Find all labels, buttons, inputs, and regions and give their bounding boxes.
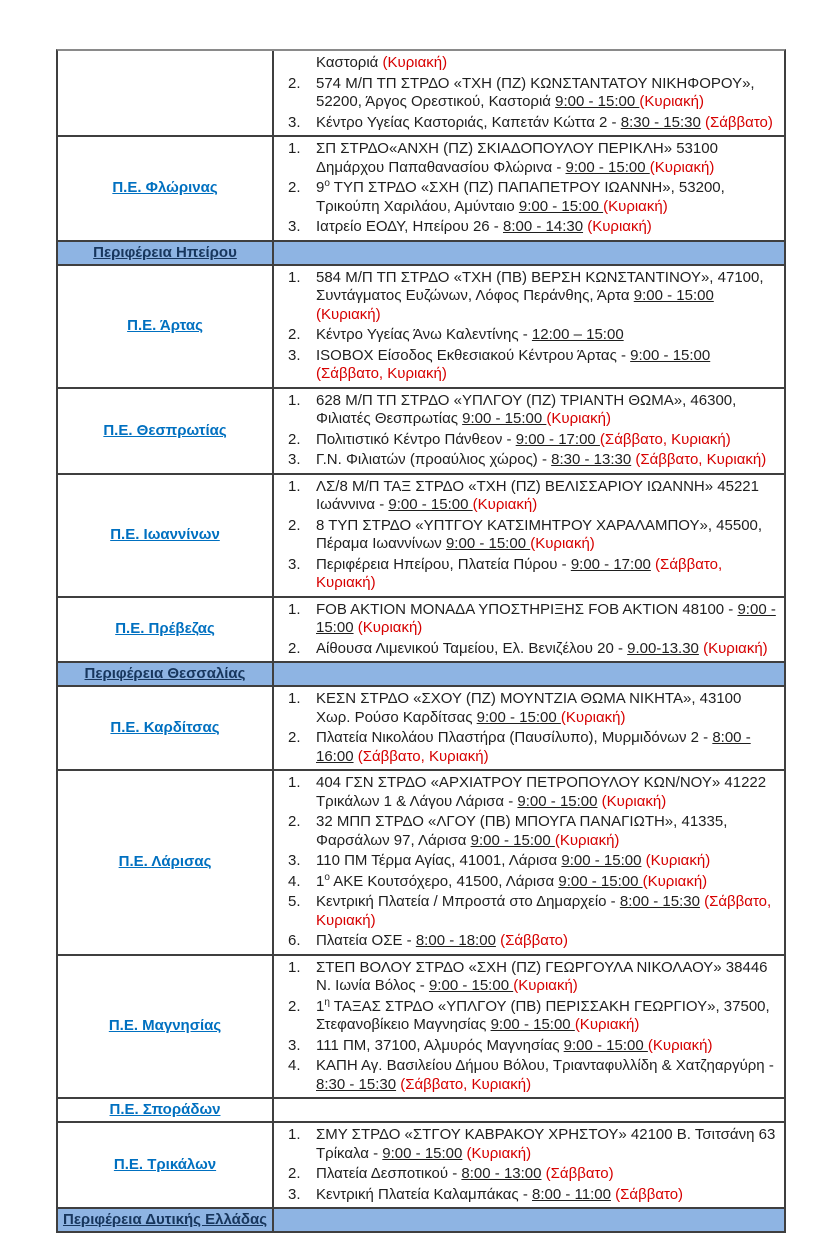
time-range: 8:00 - 11:00 [532,1185,611,1203]
time-range: 9:00 - 15:00 [630,346,711,364]
day-label: (Κυριακή) [574,1016,640,1033]
day-label: (Κυριακή) [560,708,626,726]
location-text: ΣΠ ΣΤΡΔΟ«ΑΝΧΗ (ΠΖ) ΣΚΙΑΔΟΠΟΥΛΟΥ ΠΕΡΙΚΛΗ» 53100 Δημάρχου Παπαθανασίου Φλώρινα - [316,140,718,176]
table-row [58,51,784,137]
day-label: (Κυριακή) [587,218,652,235]
table-row [58,956,784,1100]
list-item [288,556,778,593]
location-text: Πολιτιστικό Κέντρο Πάνθεον - [316,430,516,448]
table-row [58,475,784,598]
day-label: (Κυριακή) [647,1036,713,1054]
time-range: 8:30 - 13:30 [551,451,632,468]
regions-table [56,49,786,1233]
item-text [316,114,778,133]
list-item [288,1037,778,1056]
location-text: Αίθουσα Λιμενικού Ταμείου, Ελ. Βενιζέλου 20 - [316,639,628,657]
item-text [316,959,778,996]
section-header-link[interactable]: Περιφέρεια Δυτικής Ελλάδας [62,1211,267,1228]
item-number: 1. [288,268,301,286]
location-text: 9 [316,179,325,196]
time-range: 9:00 - 15:00 [462,410,547,427]
section-header-row [58,242,784,266]
time-range: 9:00 - 15:00 [565,158,650,176]
location-text: ΣΜΥ ΣΤΡΔΟ «ΣΤΓΟΥ ΚΑΒΡΑΚΟΥ ΧΡΗΣΤΟΥ» 42100 Β. Τσιτσάνη 63 Τρίκαλα - [316,1126,776,1162]
location-text: ΚΕΣΝ ΣΤΡΔΟ «ΣΧΟΥ (ΠΖ) ΜΟΥΝΤΖΙΑ ΘΩΜΑ ΝΙΚΗΤΑ», 43100 Χωρ. Ρούσο Καρδίτσας [316,690,742,726]
list-item [288,1057,778,1094]
region-cell [58,51,274,135]
item-number: 1. [288,477,301,495]
section-header-row [58,1209,784,1231]
location-text: η [324,996,330,1008]
region-cell [58,663,274,685]
section-header-link[interactable]: Περιφέρεια Ηπείρου [93,243,237,261]
time-range: 8:00 - 16:00 [316,729,751,765]
list-item [288,140,778,177]
item-number: 4. [288,1057,301,1074]
item-text [316,1037,778,1056]
locations-cell [274,687,784,769]
day-label: (Σάββατο, Κυριακή) [316,365,447,382]
item-text [316,601,778,638]
time-range: 9:00 - 15:00 [445,535,531,552]
day-label: (Κυριακή) [649,158,715,176]
list-item [288,326,778,345]
location-text: Περιφέρεια Ηπείρου, Πλατεία Πύρου - [316,555,571,573]
list-item [288,774,778,811]
locations-cell [274,956,784,1098]
time-range: 9:00 - 15:00 [388,496,473,513]
location-text: Πλατεία Νικολάου Πλαστήρα (Παυσίλυπο), Μυρμιδόνων 2 - [316,729,713,746]
item-number: 3. [288,555,301,573]
day-label: (Κυριακή) [554,831,620,849]
locations-cell [274,51,784,135]
location-text: ο [324,178,330,189]
day-label: (Κυριακή) [703,639,768,657]
item-number: 1. [288,958,301,976]
location-text: 1 [316,997,325,1015]
locations-cell [274,1099,784,1121]
region-cell [58,475,274,596]
location-text: Κέντρο Υγείας Άνω Καλεντίνης - [316,326,532,343]
item-text [316,1186,778,1205]
time-range: 8:00 - 15:30 [619,893,700,910]
time-range: 9:00 - 15:00 [563,1036,648,1054]
item-number: 1. [288,774,301,791]
time-range: 9:00 - 15:00 [316,600,776,636]
item-number: 2. [288,813,301,830]
item-number: 3. [288,1185,301,1203]
item-text [316,431,778,450]
item-number: 2. [288,326,301,343]
item-text [316,774,778,811]
region-link[interactable]: Π.Ε. Θεσπρωτίας [103,421,227,439]
region-cell [58,1209,274,1231]
location-text: Γ.Ν. Φιλιατών (προαύλιος χώρος) - [316,451,552,468]
locations-cell [274,771,784,954]
list-item [288,1186,778,1205]
location-text: ΤΥΠ ΣΤΡΔΟ «ΣΧΗ (ΠΖ) ΠΑΠΑΠΕΤΡΟΥ ΙΩΑΝΝΗ», 53200, Τρικούπη Χαριλάου, Αμύνταιο [316,179,725,215]
region-cell [58,242,274,264]
time-range: 9:00 - 15:00 [476,708,561,726]
section-header-link[interactable]: Περιφέρεια Θεσσαλίας [84,665,246,682]
list-item [288,690,778,727]
list-item [288,347,778,384]
location-text: Κεντρική Πλατεία Καλαμπάκας - [316,1185,532,1203]
list-item [288,932,778,951]
day-label: (Σάββατο) [545,1165,614,1182]
time-range: 9:00 - 15:00 [558,872,643,890]
item-number: 5. [288,893,301,910]
day-label: (Κυριακή) [639,93,704,110]
item-number: 1. [288,140,301,157]
region-cell [58,266,274,387]
time-range: 9.00-13.30 [627,639,699,657]
time-range: 8:30 - 15:30 [316,1075,397,1093]
item-text [316,179,778,216]
item-text [316,75,778,112]
item-text [316,998,778,1035]
location-text: Κεντρική Πλατεία / Μπροστά στο Δημαρχείο - [316,893,620,910]
time-range: 9:00 - 15:00 [633,287,714,304]
list-item [288,517,778,554]
region-cell [58,687,274,769]
item-text [316,451,778,470]
item-text [316,269,778,325]
time-range: 9:00 - 15:00 [518,197,604,215]
item-number: 2. [288,430,301,448]
list-item [288,54,778,73]
table-row [58,687,784,771]
list-item [288,1165,778,1184]
time-range: 8:30 - 15:30 [620,113,701,131]
location-text: 1 [316,872,325,890]
day-label: (Σάββατο, Κυριακή) [400,1075,532,1093]
item-text [316,852,778,871]
time-range: 8:00 - 18:00 [415,932,496,949]
region-cell [58,389,274,473]
item-number: 2. [288,729,301,746]
item-text [316,1057,778,1094]
day-label: (Σάββατο, Κυριακή) [316,893,772,929]
location-text: ο [324,871,330,883]
locations-cell [274,389,784,473]
day-label: (Κυριακή) [530,535,595,552]
day-label: (Κυριακή) [382,54,448,71]
day-label: (Κυριακή) [472,496,538,513]
location-text: Κέντρο Υγείας Καστοριάς, Καπετάν Κώττα 2 - [316,113,621,131]
section-header-row [58,663,784,687]
item-number: 1. [288,1126,301,1143]
locations-cell [274,1209,784,1231]
location-text: 32 ΜΠΠ ΣΤΡΔΟ «ΛΓΟΥ (ΠΒ) ΜΠΟΥΓΑ ΠΑΝΑΓΙΩΤΗ», 41335, Φαρσάλων 97, Λάρισα [316,813,728,849]
list-item [288,1126,778,1163]
location-text: 8 ΤΥΠ ΣΤΡΔΟ «ΥΠΤΓΟΥ ΚΑΤΣΙΜΗΤΡΟΥ ΧΑΡΑΛΑΜΠΟΥ», 45500, Πέραμα Ιωαννίνων [316,516,763,552]
list-item [288,75,778,112]
time-range: 9:00 - 15:00 [382,1144,463,1162]
location-text: 110 ΠΜ Τέρμα Αγίας, 41001, Λάρισα [316,852,562,869]
location-text: ΚΑΠΗ Αγ. Βασιλείου Δήμου Βόλου, Τριανταφυλλίδη & Χατζηαργύρη - [316,1057,774,1074]
item-text [316,729,778,766]
item-number: 2. [288,516,301,534]
day-label: (Κυριακή) [513,977,578,994]
day-label: (Κυριακή) [466,1144,532,1162]
item-text [316,640,778,659]
item-text [316,326,778,345]
item-number: 3. [288,852,301,869]
time-range: 8:00 - 13:00 [461,1165,542,1182]
locations-cell [274,1123,784,1207]
region-link[interactable]: Π.Ε. Τρικάλων [113,1156,217,1173]
day-label: (Κυριακή) [546,410,611,427]
item-number: 3. [288,113,301,131]
time-range: 9:00 - 15:00 [555,93,640,110]
time-range: 9:00 - 15:00 [561,852,642,869]
location-text: 404 ΓΣΝ ΣΤΡΔΟ «ΑΡΧΙΑΤΡΟΥ ΠΕΤΡΟΠΟΥΛΟΥ ΚΩΝ/ΝΟΥ» 41222 Τρικάλων 1 & Λάγου Λάρισα - [316,774,767,810]
time-range: 12:00 – 15:00 [531,326,624,343]
locations-cell [274,475,784,596]
region-link[interactable]: Π.Ε. Σποράδων [109,1101,221,1118]
item-number: 2. [288,1165,301,1182]
time-range: 9:00 - 15:00 [490,1016,575,1033]
region-link[interactable]: Π.Ε. Άρτας [127,317,203,334]
location-text: Καστοριά [316,54,383,71]
item-text [316,218,778,237]
region-link[interactable]: Π.Ε. Μαγνησίας [108,1017,222,1035]
time-range: 9:00 - 17:00 [515,430,600,448]
list-item [288,269,778,325]
location-text: 628 Μ/Π ΤΠ ΣΤΡΔΟ «ΥΠΛΓΟΥ (ΠΖ) ΤΡΙΑΝΤΗ ΘΩΜΑ», 46300, Φιλιατές Θεσπρωτίας [316,391,737,427]
location-text: ΣΤΕΠ ΒΟΛΟΥ ΣΤΡΔΟ «ΣΧΗ (ΠΖ) ΓΕΩΡΓΟΥΛΑ ΝΙΚΟΛΑΟΥ» 38446 Ν. Ιωνία Βόλος - [316,958,768,994]
day-label: (Σάββατο) [500,932,568,949]
location-text: Πλατεία Δεσποτικού - [316,1165,462,1182]
item-text [316,54,778,73]
table-row [58,771,784,956]
region-link[interactable]: Π.Ε. Φλώρινας [112,179,218,197]
region-cell [58,771,274,954]
item-number: 2. [288,179,301,196]
locations-cell [274,242,784,264]
day-label: (Σάββατο) [615,1185,684,1203]
location-text: 574 Μ/Π ΤΠ ΣΤΡΔΟ «ΤΧΗ (ΠΖ) ΚΩΝΣΤΑΝΤΑΤΟΥ ΝΙΚΗΦΟΡΟΥ», 52200, Άργος Ορεστικού, Καστοριά [316,74,755,110]
item-number: 6. [288,932,301,949]
item-number: 1. [288,690,301,707]
item-text [316,1165,778,1184]
item-text [316,893,778,930]
region-cell [58,598,274,662]
item-number: 2. [288,997,301,1015]
region-link[interactable]: Π.Ε. Λάρισας [118,853,212,871]
day-label: (Σάββατο, Κυριακή) [635,451,767,468]
list-item [288,451,778,470]
location-text: Πλατεία ΟΣΕ - [316,932,416,949]
day-label: (Κυριακή) [316,305,381,323]
list-item [288,893,778,930]
item-number: 3. [288,218,301,235]
location-text: ΑΚΕ Κουτσόχερο, 41500, Λάρισα [329,872,559,890]
location-text: Ιατρείο ΕΟΔΥ, Ηπείρου 26 - [316,218,503,235]
day-label: (Κυριακή) [645,852,711,869]
location-text: ISOBOX Είσοδος Εκθεσιακού Κέντρου Άρτας - [316,346,631,364]
region-cell [58,956,274,1098]
day-label: (Σάββατο) [704,113,773,131]
list-item [288,640,778,659]
list-item [288,218,778,237]
locations-cell [274,137,784,240]
item-number: 3. [288,1036,301,1054]
table-row [58,1099,784,1123]
list-item [288,392,778,429]
item-text [316,932,778,951]
locations-cell [274,266,784,387]
region-link[interactable]: Π.Ε. Καρδίτσας [110,719,220,736]
list-item [288,852,778,871]
time-range: 9:00 - 15:00 [428,977,514,994]
item-text [316,813,778,850]
item-text [316,517,778,554]
time-range: 9:00 - 15:00 [470,831,555,849]
table-row [58,389,784,475]
region-cell [58,1123,274,1207]
item-text [316,1126,778,1163]
region-link[interactable]: Π.Ε. Ιωαννίνων [110,526,220,543]
item-number: 2. [288,74,301,92]
table-row [58,1123,784,1209]
table-row [58,266,784,389]
item-text [316,140,778,177]
day-label: (Σάββατο, Κυριακή) [599,430,731,448]
location-text: ΤΑΞΑΣ ΣΤΡΔΟ «ΥΠΛΓΟΥ (ΠΒ) ΠΕΡΙΣΣΑΚΗ ΓΕΩΡΓΙΟΥ», 37500, Στεφανοβίκειο Μαγνησίας [316,997,770,1033]
list-item [288,959,778,996]
item-text [316,392,778,429]
item-number: 3. [288,451,301,468]
location-text: 584 Μ/Π ΤΠ ΣΤΡΔΟ «ΤΧΗ (ΠΒ) ΒΕΡΣΗ ΚΩΝΣΤΑΝΤΙΝΟΥ», 47100, Συντάγματος Ευζώνων, Λόφος Περάνθης, Άρτα [316,268,764,304]
list-item [288,729,778,766]
item-number: 2. [288,639,301,657]
list-item [288,431,778,450]
day-label: (Σάββατο, Κυριακή) [357,747,489,765]
item-text [316,556,778,593]
list-item [288,179,778,216]
list-item [288,478,778,515]
location-text: 111 ΠΜ, 37100, Αλμυρός Μαγνησίας [316,1036,564,1054]
region-cell [58,1099,274,1121]
locations-cell [274,663,784,685]
list-item [288,998,778,1035]
locations-cell [274,598,784,662]
list-item [288,114,778,133]
location-text: FOB AKTION ΜΟΝΑΔΑ ΥΠΟΣΤΗΡΙΞΗΣ FOB AKTION 48100 - [316,600,738,618]
day-label: (Κυριακή) [603,197,668,215]
item-number [288,54,316,73]
day-label: (Κυριακή) [601,792,667,810]
list-item [288,873,778,892]
time-range: 9:00 - 15:00 [517,792,598,810]
item-text [316,478,778,515]
item-number: 3. [288,346,301,364]
item-number: 1. [288,600,301,618]
day-label: (Κυριακή) [642,872,708,890]
item-text [316,690,778,727]
time-range: 8:00 - 14:30 [502,218,584,235]
time-range: 9:00 - 17:00 [570,555,651,573]
item-text [316,347,778,384]
day-label: (Σάββατο, Κυριακή) [316,555,723,591]
region-cell [58,137,274,240]
location-text: ΛΣ/8 Μ/Π ΤΑΞ ΣΤΡΔΟ «ΤΧΗ (ΠΖ) ΒΕΛΙΣΣΑΡΙΟΥ ΙΩΑΝΝΗ» 45221 Ιωάννινα - [316,477,759,513]
item-text [316,873,778,892]
item-number: 1. [288,391,301,409]
item-number: 4. [288,872,301,890]
day-label: (Κυριακή) [357,619,423,636]
list-item [288,601,778,638]
table-row [58,137,784,242]
table-row [58,598,784,664]
list-item [288,813,778,850]
region-link[interactable]: Π.Ε. Πρέβεζας [115,620,215,638]
